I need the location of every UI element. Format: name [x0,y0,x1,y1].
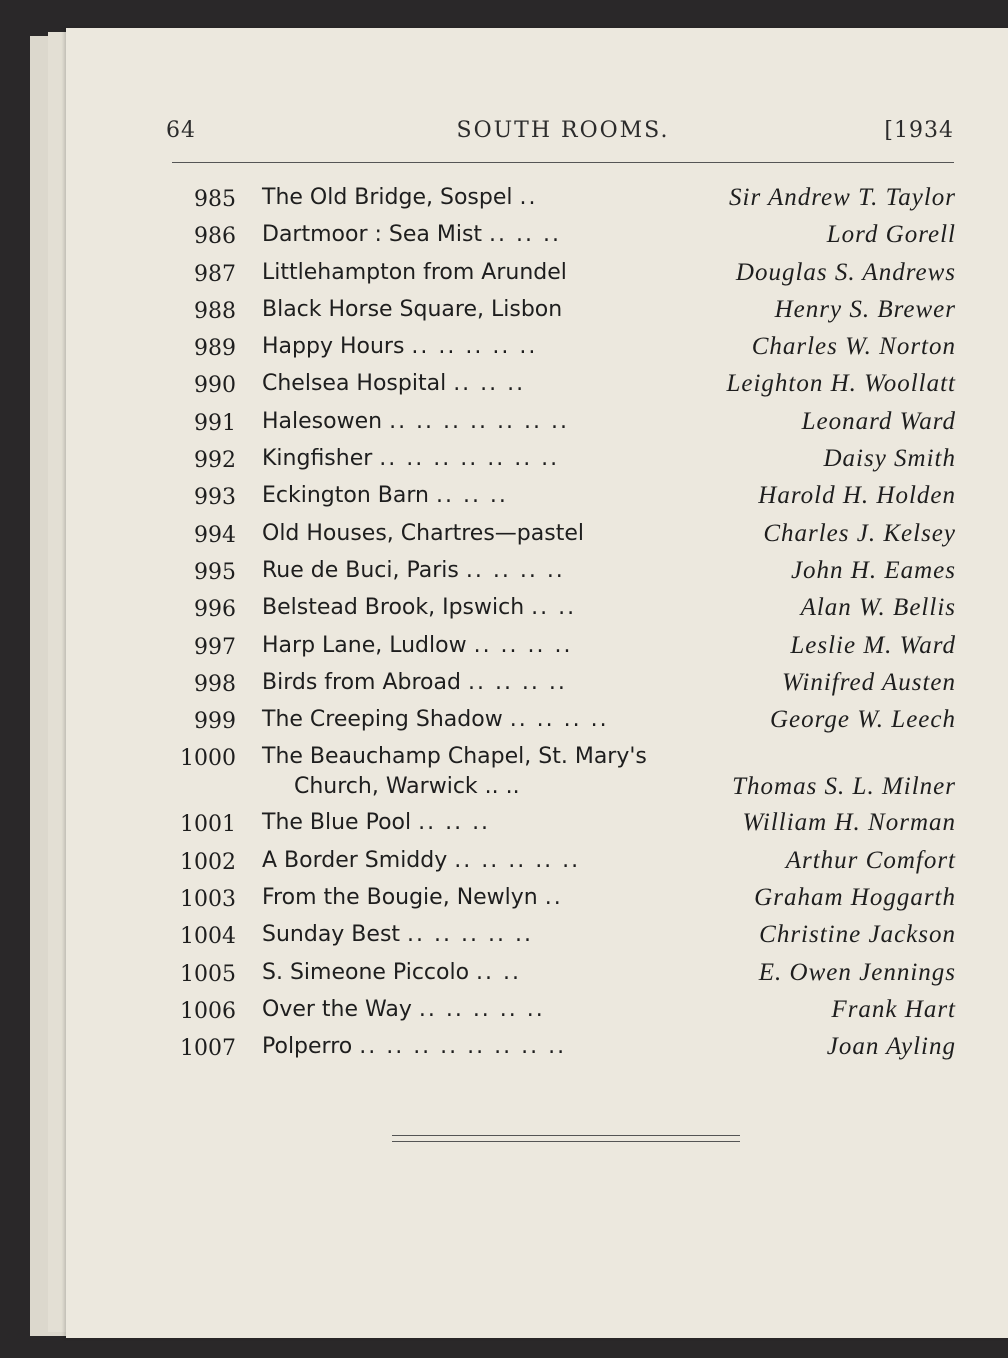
catalogue-entry [170,703,960,740]
entry-title: Dartmoor : Sea Mist [262,222,483,248]
entry-artist: Thomas S. L. Milner [732,773,956,801]
entry-artist: George W. Leech [769,706,956,734]
page-number: 64 [166,118,196,143]
entry-number: 1004 [180,924,236,950]
entry-title-line [262,222,732,247]
entry-title: Littlehampton from Arundel [262,259,567,285]
entry-number: 1006 [180,998,236,1024]
dot-leader: .. .. .. [489,222,561,248]
catalogue-entry [170,740,960,806]
entry-title-line [262,409,732,434]
entry-title-line [262,297,732,322]
dot-leader: .. .. [476,959,522,985]
entry-number: 992 [194,448,236,474]
entry-title-line [262,670,732,695]
entry-artist: Daisy Smith [823,445,956,473]
catalogue-entry [170,517,960,554]
entry-artist: Charles J. Kelsey [763,519,956,547]
catalogue-entry [170,442,960,479]
catalogue-entry [170,629,960,666]
entry-title: Birds from Abroad [262,669,461,695]
entry-number: 991 [194,410,236,436]
entry-title: Happy Hours [262,334,405,360]
entry-title: Over the Way [262,996,412,1022]
entry-title: Chelsea Hospital [262,371,447,397]
dot-leader: .. .. .. .. .. [454,847,581,873]
entry-title: Eckington Barn [262,483,429,509]
entry-title-line [262,922,732,947]
entry-title: Belstead Brook, Ipswich [262,595,525,621]
entry-title-line [262,558,732,583]
catalogue-entry [170,554,960,591]
dot-leader: .. .. .. .. .. .. .. .. [359,1034,567,1060]
section-title: SOUTH ROOMS. [456,118,670,143]
entry-title-line [262,744,732,769]
entry-title: Sunday Best [262,922,401,948]
catalogue-entry [170,293,960,330]
dot-leader: .. .. .. .. .. [407,922,533,948]
entry-title-line [262,371,732,396]
entry-title-line [262,260,732,285]
entry-title: Polperro [262,1034,353,1060]
entry-number: 999 [194,709,236,735]
entry-number: 993 [194,485,236,511]
entry-title-line [262,521,732,546]
dot-leader: .. .. .. .. [467,669,567,695]
end-rule [392,1135,740,1142]
entry-number: 995 [194,559,236,585]
entry-title-line [262,595,732,620]
entry-artist: Lord Gorell [826,221,956,249]
entry-number: 994 [194,522,236,548]
catalogue-entry [170,844,960,881]
entry-title-continued: Church, Warwick [294,774,478,800]
running-header [166,118,960,148]
entry-artist: Leslie M. Ward [790,631,956,659]
catalogue-entry [170,1030,960,1067]
catalogue-entry [170,218,960,255]
entry-number: 989 [194,336,236,362]
year-label: [1934 [884,118,954,143]
entry-title: The Old Bridge, Sospel [262,185,513,210]
entry-artist: Leighton H. Woollatt [726,370,956,398]
entry-title: The Beauchamp Chapel, St. Mary's [262,744,647,770]
entry-artist: Christine Jackson [759,921,956,949]
entry-artist: Harold H. Holden [758,482,956,510]
catalogue-entry [170,181,960,218]
entry-title: Kingfisher [262,446,373,472]
entry-number: 986 [194,224,236,250]
dot-leader: .. .. .. .. .. [411,334,538,360]
entry-number: 997 [194,634,236,660]
entry-number: 1005 [180,961,236,987]
dot-leader: .. .. .. .. .. [418,996,545,1022]
entry-title-line [262,960,732,985]
catalogue-entry [170,918,960,955]
entry-artist: Graham Hoggarth [754,884,956,912]
dot-leader: .. [519,185,538,210]
entry-artist: Joan Ayling [826,1033,956,1061]
catalogue-entry [170,330,960,367]
entry-title-line [262,185,732,210]
entry-title-line [262,997,732,1022]
entry-title: A Border Smiddy [262,847,448,873]
catalogue-entry [170,591,960,628]
entry-title: The Creeping Shadow [262,707,503,733]
entry-artist: Winifred Austen [781,668,956,696]
entry-artist: Alan W. Bellis [800,594,956,622]
dot-leader: .. .. .. .. [509,707,609,733]
catalogue-entry [170,806,960,843]
entry-title: Old Houses, Chartres—pastel [262,520,584,546]
entry-artist: Arthur Comfort [785,846,956,874]
entry-number: 987 [194,261,236,287]
entry-title-line [262,810,732,835]
entry-number: 998 [194,671,236,697]
dot-leader: .. [544,885,563,911]
catalogue-entry [170,479,960,516]
catalogue-entry [170,956,960,993]
dot-leader: .. .. .. .. .. .. .. [389,408,569,434]
entry-number: 985 [194,187,236,212]
entry-artist: E. Owen Jennings [758,958,956,986]
entry-title: Halesowen [262,408,383,434]
entry-title-line [262,446,732,471]
entry-number: 1007 [180,1036,236,1062]
catalogue-list [170,181,960,1068]
entry-number: 1002 [180,849,236,875]
entry-artist: Sir Andrew T. Taylor [729,184,956,211]
entry-title-line [262,707,732,732]
entry-title-line [262,1034,732,1059]
dot-leader: .. .. .. .. .. .. .. [379,446,560,472]
entry-title: From the Bougie, Newlyn [262,885,538,911]
dot-leader: .. .. .. [418,810,491,836]
entry-title: Harp Lane, Ludlow [262,632,467,658]
entry-number: 1003 [180,887,236,913]
entry-number: 996 [194,597,236,623]
entry-title-line [262,885,732,910]
entry-title-continued-line [294,774,520,799]
catalogue-entry [170,367,960,404]
entry-artist: Frank Hart [831,995,956,1023]
catalogue-entry [170,993,960,1030]
dot-leader: .. .. .. [435,483,508,509]
entry-artist: Charles W. Norton [751,333,956,361]
catalogue-entry [170,881,960,918]
dot-leader: .. .. .. .. [465,557,565,583]
header-rule [172,162,954,163]
entry-artist: Leonard Ward [801,407,956,435]
entry-number: 988 [194,298,236,324]
dot-leader: .. .. [484,774,520,800]
entry-title: S. Simeone Piccolo [262,959,470,985]
dot-leader: .. .. .. .. [473,632,573,658]
catalogue-entry [170,405,960,442]
catalogue-entry [170,256,960,293]
entry-artist: John H. Eames [790,556,956,584]
dot-leader: .. .. [531,595,577,621]
entry-title-line [262,848,732,873]
entry-artist: William H. Norman [742,809,956,837]
entry-number: 1001 [180,812,236,838]
entry-artist: Douglas S. Andrews [735,258,956,286]
entry-title-line [262,334,732,359]
catalogue-entry [170,666,960,703]
entry-title: Black Horse Square, Lisbon [262,296,563,322]
entry-number: 990 [194,373,236,399]
entry-title: Rue de Buci, Paris [262,557,459,583]
entry-title: The Blue Pool [262,810,412,836]
entry-title-line [262,483,732,508]
entry-artist: Henry S. Brewer [774,295,956,323]
dot-leader: .. .. .. [453,371,526,397]
entry-number: 1000 [180,746,236,772]
entry-title-line [262,633,732,658]
